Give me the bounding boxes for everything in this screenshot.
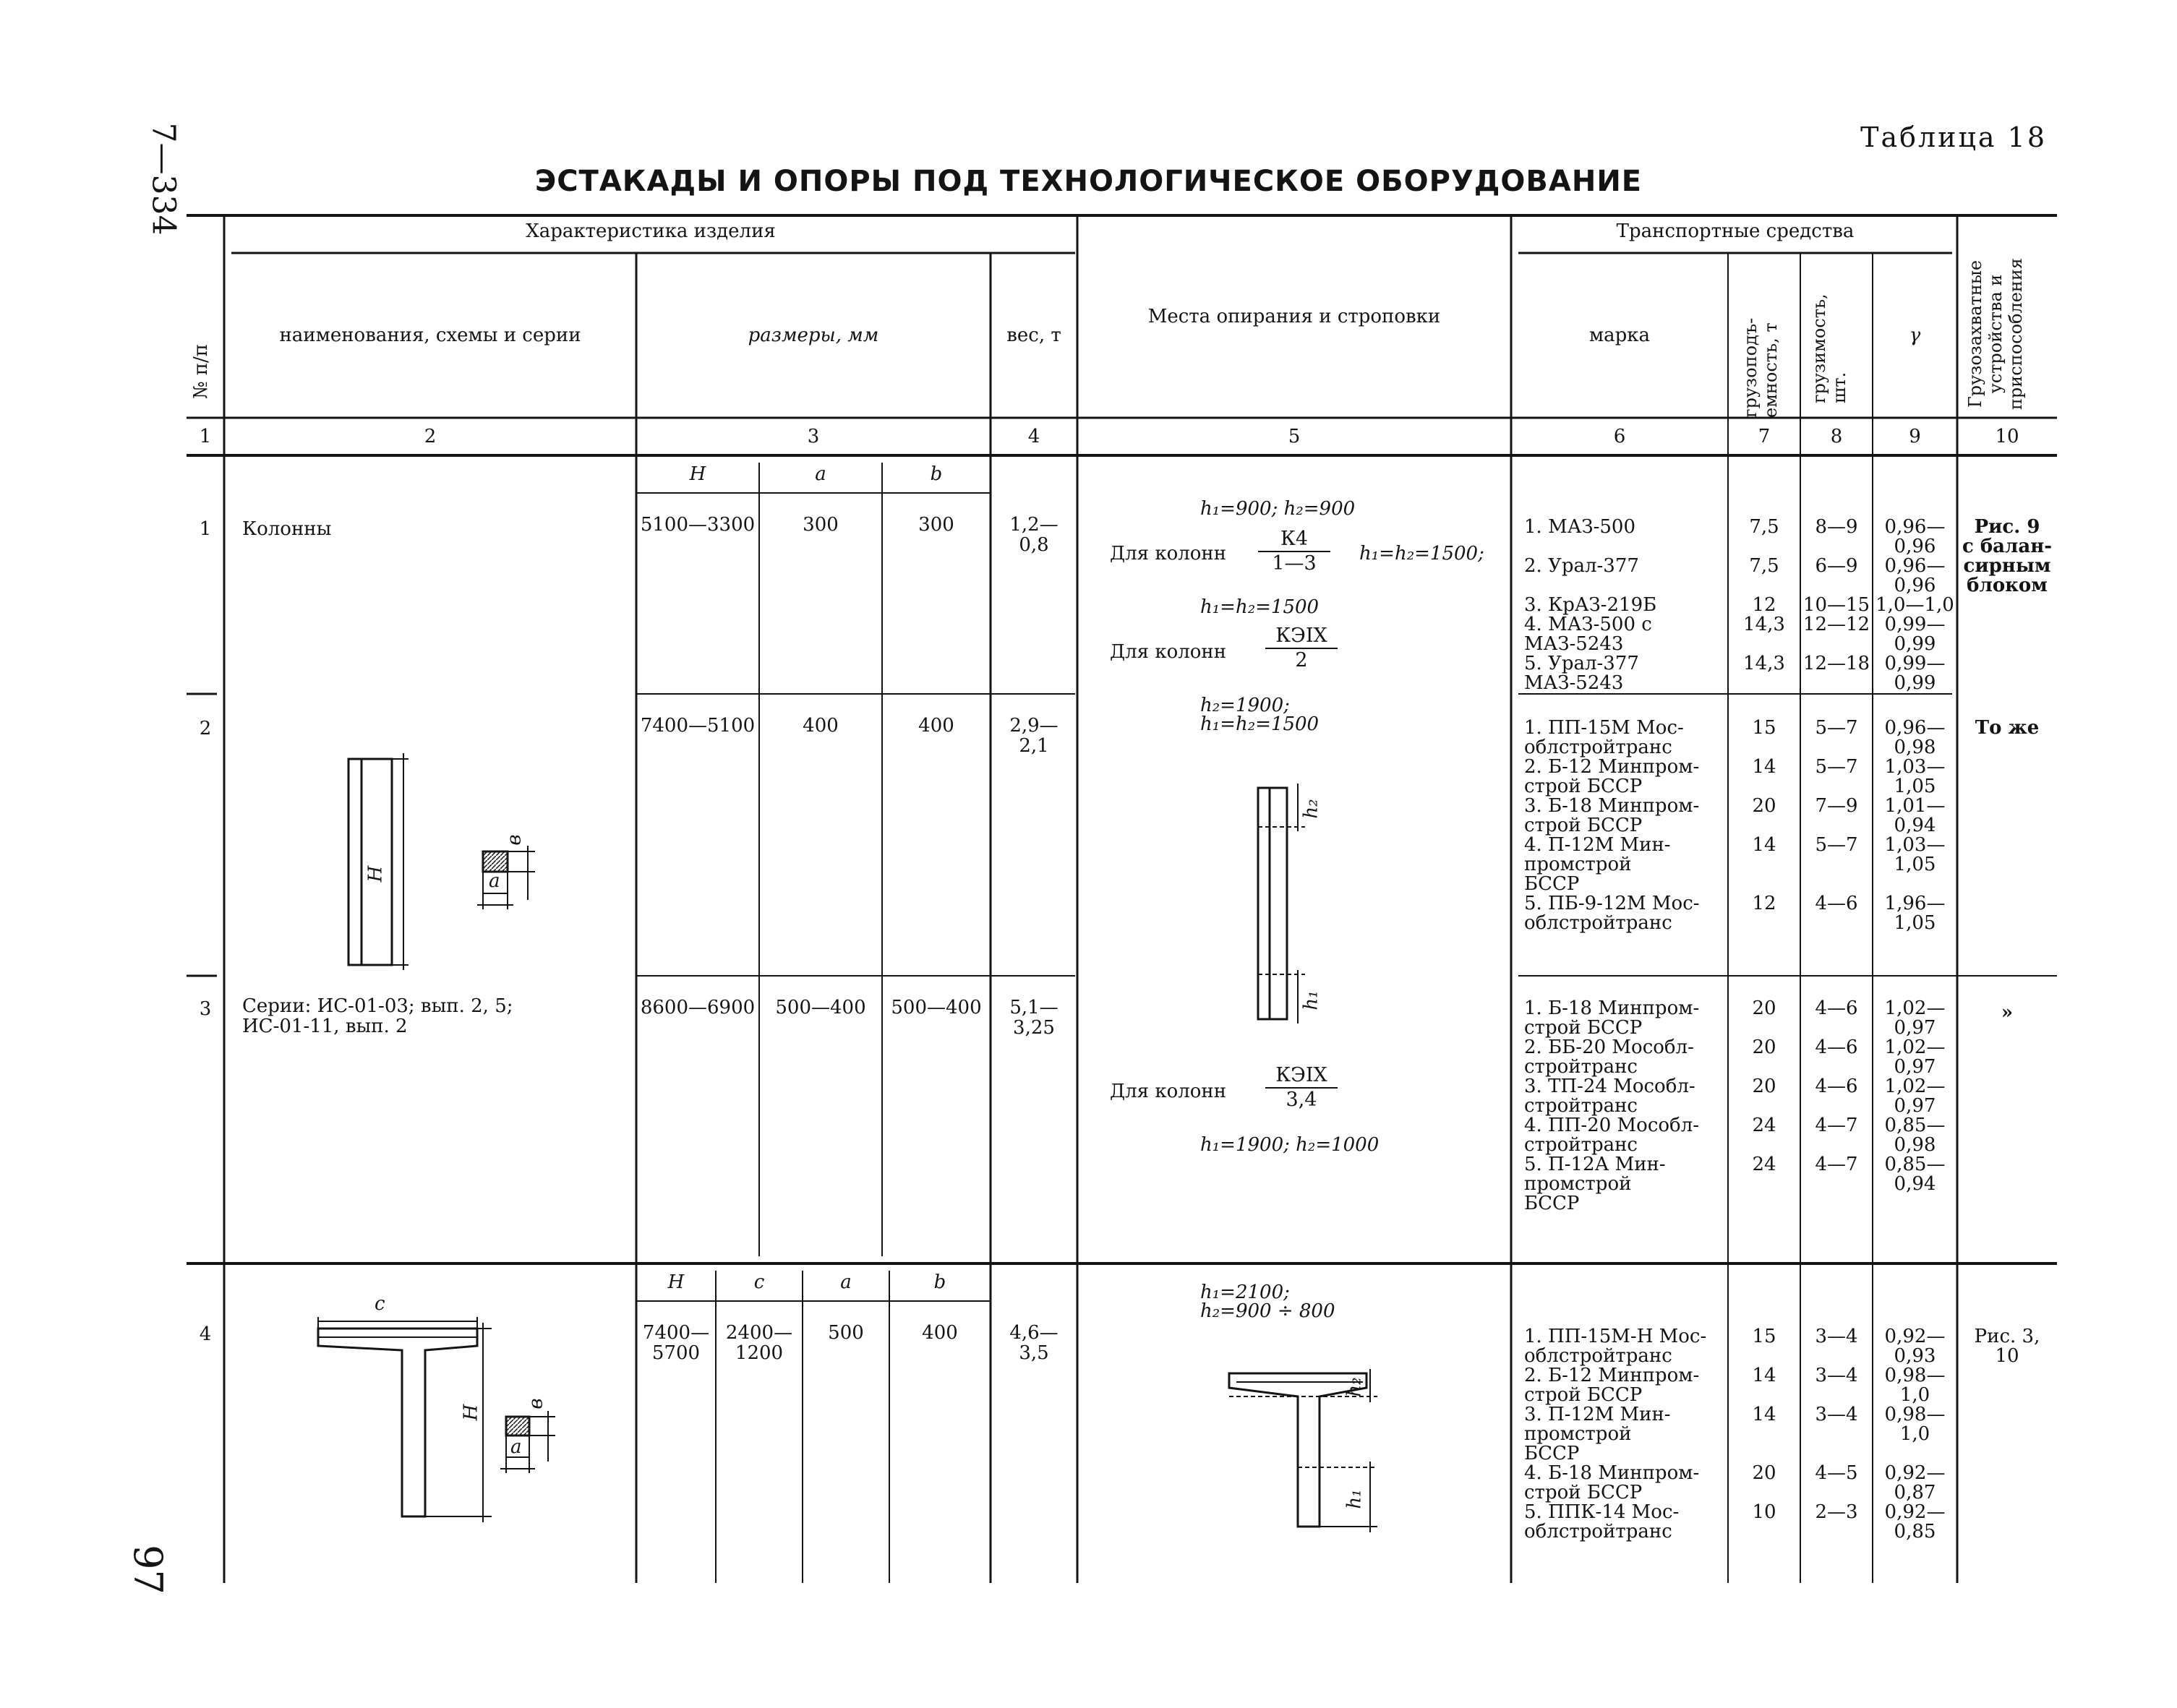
dimension-label: a [489,870,500,892]
load-count-values: 3—4 3—4 3—4 4—5 2—3 [1815,1326,1858,1523]
load-count-values: 8—9 6—9 10—15 12—12 12—18 [1802,516,1870,674]
support-note: h₁=h₂=1500 [1200,596,1320,618]
header-capacity: грузоподъ-емность, т [1740,317,1781,418]
dim-b: 500—400 [891,997,982,1018]
col-number: 7 [1758,426,1771,447]
col-number: 4 [1027,426,1040,447]
col-number: 2 [424,426,437,447]
dim-b: 300 [918,514,954,536]
document-code: 7—334 [145,122,182,236]
column-elevation-drawing [333,744,427,976]
weight-range: 5,1— 3,25 [1009,997,1058,1039]
capacity-values: 15 14 20 14 12 [1752,717,1776,914]
header-load-count: грузимость, шт. [1809,293,1849,403]
col-number: 3 [807,426,820,447]
subhead-H: H [689,463,706,485]
support-note: h₁=2100; [1200,1282,1290,1303]
header-places: Места опирания и строповки [1147,306,1441,327]
dim-a: 400 [803,715,839,737]
dimension-label: H [460,1404,482,1421]
product-name: Колонны [242,518,332,540]
col-number: 6 [1613,426,1626,447]
transport-list: 1. ПП-15М Мос- облстройтранс 2. Б-12 Минпром- строй БССР 3. Б-18 Минпром- строй БССР 4. П-12М Мин- промстрой БССР 5. ПБ-9-12М Мос- облстройтранс [1524,717,1700,934]
header-product-group: Характеристика изделия [526,220,776,242]
dimension-label: a [510,1436,522,1458]
transport-list: 1. ПП-15М-Н Мос- облстройтранс 2. Б-12 Минпром- строй БССР 3. П-12М Мин- промстрой БССР 4. Б-18 Минпром- строй БССР 5. ППК-14 Мос- облстройтранс [1524,1326,1707,1542]
dim-a: 300 [803,514,839,536]
transport-list: 1. МАЗ-500 2. Урал-377 3. КрАЗ-219Б 4. МАЗ-500 с МАЗ-5243 5. Урал-377 МАЗ-5243 [1524,516,1657,694]
cross-section-drawing [492,1381,571,1482]
col-number: 10 [1995,426,2019,447]
capacity-values: 7,5 7,5 12 14,3 14,3 [1743,516,1785,674]
dim-H: 7400—5100 [640,715,756,737]
device-note: » [2001,1002,2014,1023]
support-prefix: Для колонн [1110,543,1227,565]
transport-list: 1. Б-18 Минпром- строй БССР 2. ББ-20 Мособл- стройтранс 3. ТП-24 Мособл- стройтранс 4. ПП-20 Мособл- стройтранс 5. П-12А Мин- промстрой БССР [1524,997,1700,1214]
dimension-label: c [375,1293,385,1315]
dim-H: 7400— 5700 [642,1322,710,1364]
subhead-a: a [840,1271,852,1293]
header-gamma: γ [1909,325,1921,346]
subhead-b: b [930,463,943,485]
load-count-values: 5—7 5—7 7—9 5—7 4—6 [1815,717,1858,914]
dimension-label: h₁ [1300,990,1322,1010]
dim-b: 400 [918,715,954,737]
header-name: наименования, схемы и серии [279,325,581,346]
row-number: 1 [199,518,212,540]
gamma-values: 0,96— 0,98 1,03— 1,05 1,01— 0,94 1,03— 1,05 1,96— 1,05 [1884,717,1946,934]
row-number: 2 [199,718,212,739]
subhead-H: H [667,1271,685,1293]
gamma-values: 0,96— 0,96 0,96— 0,96 1,0—1,0 0,99— 0,99 0,99— 0,99 [1876,516,1954,694]
header-brand: марка [1588,325,1651,346]
dimension-label: в [503,834,526,846]
header-devices: Грузозахватные устройства и приспособления [1965,257,2026,411]
dim-H: 8600—6900 [640,997,756,1018]
header-dims: размеры, мм [748,325,879,346]
dimension-label: в [525,1398,547,1409]
col-number: 8 [1830,426,1843,447]
support-prefix: Для колонн [1110,1081,1227,1102]
col-number: 1 [199,426,212,447]
dim-a: 500—400 [775,997,866,1018]
column-fraction: КЭIX 2 [1265,625,1338,672]
row-number: 4 [199,1323,212,1345]
table-number: Таблица 18 [1860,121,2047,153]
support-prefix: Для колонн [1110,641,1227,663]
dim-a: 500 [828,1322,864,1344]
column-fraction: КЭIX 3,4 [1265,1064,1338,1112]
capacity-values: 20 20 20 24 24 [1752,997,1776,1175]
table-title: ЭСТАКАДЫ И ОПОРЫ ПОД ТЕХНОЛОГИЧЕСКОЕ ОБОРУДОВАНИЕ [534,165,1643,198]
page-number: 97 [124,1545,171,1595]
dim-b: 400 [922,1322,958,1344]
subhead-a: a [815,463,826,485]
dimension-label: h₂ [1300,799,1322,819]
gamma-values: 0,92— 0,93 0,98— 1,0 0,98— 1,0 0,92— 0,87 0,92— 0,85 [1884,1326,1946,1542]
support-note: h₁=h₂=1500 [1200,713,1320,735]
device-note: То же [1975,717,2040,739]
dimension-label: H [364,865,387,883]
row-number: 3 [199,998,212,1020]
device-note: Рис. 3, 10 [1974,1326,2040,1367]
dimension-label: h₁ [1343,1489,1366,1509]
support-note: h₂=1900; [1200,695,1290,716]
weight-range: 4,6— 3,5 [1009,1322,1058,1364]
device-note: Рис. 9 с балан- сирным блоком [1962,516,2053,596]
load-count-values: 4—6 4—6 4—6 4—7 4—7 [1815,997,1858,1175]
series-text: Серии: ИС-01-03; вып. 2, 5; ИС-01-11, вып. 2 [242,995,513,1037]
column-fraction: К4 1—3 [1258,528,1330,575]
cross-section-drawing [470,817,549,918]
dim-H: 5100—3300 [640,514,756,536]
subhead-c: c [753,1271,765,1293]
weight-range: 1,2— 0,8 [1009,514,1058,556]
header-transport-group: Транспортные средства [1616,220,1855,242]
support-note: h₂=900 ÷ 800 [1200,1300,1335,1322]
header-weight: вес, т [1006,325,1061,346]
dim-c: 2400— 1200 [725,1322,793,1364]
col-number: 9 [1909,426,1921,447]
dimension-label: h₂ [1343,1377,1366,1397]
support-note: h₁=900; h₂=900 [1200,498,1356,520]
col-number: 5 [1288,426,1301,447]
support-note: h₁=1900; h₂=1000 [1200,1134,1380,1156]
gamma-values: 1,02— 0,97 1,02— 0,97 1,02— 0,97 0,85— 0,98 0,85— 0,94 [1884,997,1946,1195]
weight-range: 2,9— 2,1 [1009,715,1058,757]
support-note: h₁=h₂=1500; [1359,543,1484,565]
capacity-values: 15 14 14 20 10 [1752,1326,1776,1523]
header-num: № п/п [190,343,213,400]
subhead-b: b [933,1271,946,1293]
